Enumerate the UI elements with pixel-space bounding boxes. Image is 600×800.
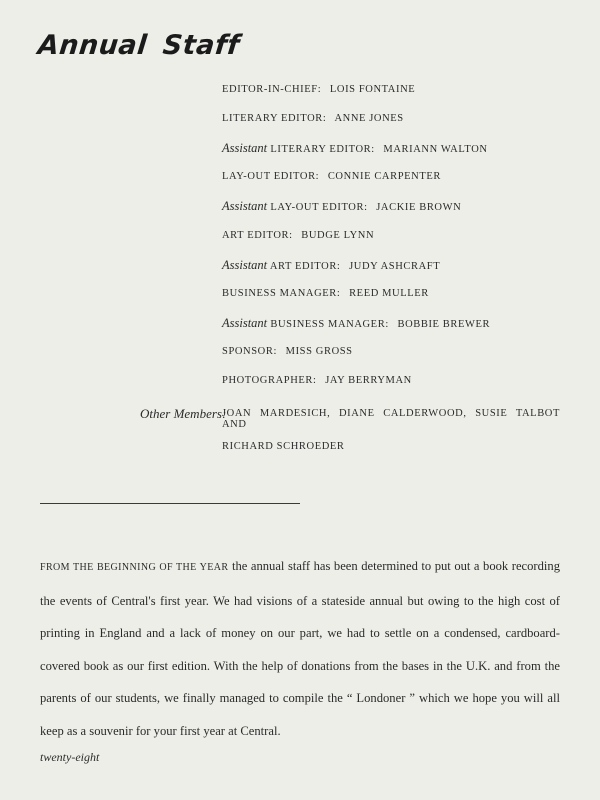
divider [40,503,300,504]
staff-role: LITERARY EDITOR [270,144,372,155]
staff-entry: Assistant ART EDITOR: JUDY ASHCRAFT [222,258,441,272]
staff-role: ART EDITOR [222,230,290,241]
staff-role: BUSINESS MANAGER [270,319,386,330]
body-paragraph [40,550,560,747]
paragraph-text: the annual staff has been determined to put out a book recording the events of Central's first year. We had visions of a stateside annual but owing to the high cost of printing in England and a lack of money on our part, we had to settle on a condensed, cardboard-covered book as our first edition. With the help of donations from the bases in the U.K. and from the parents of our students, we finally managed to compile the “ Londoner ” which we hope you will all keep as a souvenir for your first year at Central. [40,559,561,738]
staff-entry: ART EDITOR: BUDGE LYNN [222,230,375,241]
staff-name: BOBBIE BREWER [397,319,491,330]
paragraph-lead: FROM THE BEGINNING OF THE YEAR [40,562,229,573]
staff-role: LAY-OUT EDITOR [270,202,365,213]
staff-prefix: Assistant [222,258,268,272]
staff-entry: EDITOR-IN-CHIEF: LOIS FONTAINE [222,84,416,95]
staff-role: EDITOR-IN-CHIEF [222,84,318,95]
staff-role: PHOTOGRAPHER [222,375,314,386]
staff-entry: Assistant BUSINESS MANAGER: BOBBIE BREWER [222,316,491,330]
staff-name: JUDY ASHCRAFT [349,261,441,272]
other-members-names-continued: RICHARD SCHROEDER [222,441,345,452]
staff-name: REED MULLER [349,288,429,299]
staff-role: SPONSOR [222,346,274,357]
staff-prefix: Assistant [222,199,268,213]
staff-entry: LITERARY EDITOR: ANNE JONES [222,113,404,124]
staff-role: BUSINESS MANAGER [222,288,337,299]
staff-name: ANNE JONES [334,113,404,124]
staff-prefix: Assistant [222,141,268,155]
staff-entry: Assistant LAY-OUT EDITOR: JACKIE BROWN [222,199,462,213]
staff-name: CONNIE CARPENTER [327,171,441,182]
staff-entry: PHOTOGRAPHER: JAY BERRYMAN [222,375,412,386]
staff-name: MISS GROSS [285,346,353,357]
page-title: Annual Staff [36,30,242,61]
staff-role: ART EDITOR [269,261,337,272]
staff-entry: LAY-OUT EDITOR: CONNIE CARPENTER [222,171,441,182]
staff-entry: BUSINESS MANAGER: REED MULLER [222,288,429,299]
other-members-names: JOAN MARDESICH, DIANE CALDERWOOD, SUSIE TALBOT AND [222,408,560,430]
staff-role: LITERARY EDITOR [222,113,323,124]
staff-entry: SPONSOR: MISS GROSS [222,346,353,357]
staff-name: BUDGE LYNN [301,230,375,241]
page-number: twenty-eight [40,750,100,764]
staff-name: JACKIE BROWN [376,202,462,213]
staff-entry: Assistant LITERARY EDITOR: MARIANN WALTON [222,141,488,155]
other-members-label: Other Members: [140,406,227,421]
staff-name: MARIANN WALTON [383,144,488,155]
staff-role: LAY-OUT EDITOR [222,171,316,182]
staff-name: LOIS FONTAINE [329,84,416,95]
staff-name: JAY BERRYMAN [325,375,412,386]
staff-prefix: Assistant [222,316,268,330]
